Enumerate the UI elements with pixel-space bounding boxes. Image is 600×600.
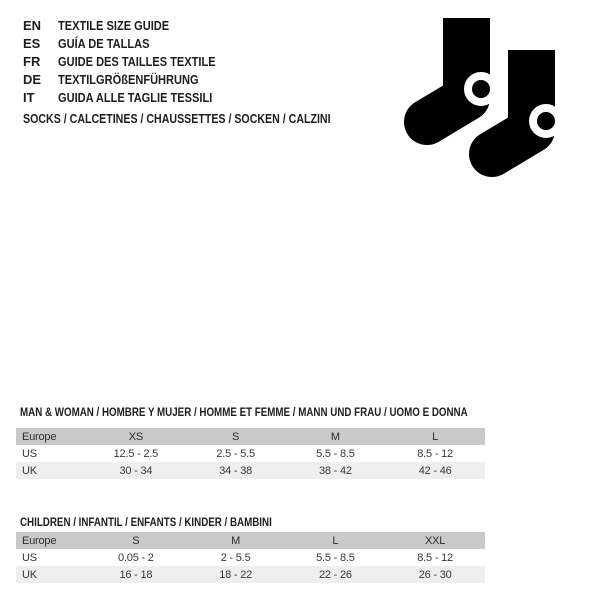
language-code: ES — [23, 35, 41, 51]
column-header-size: S — [132, 534, 140, 547]
size-value: 8.5 - 12 — [417, 447, 453, 460]
language-code: IT — [23, 89, 35, 105]
row-label: US — [22, 551, 37, 564]
table-row-us — [16, 549, 485, 566]
table-row-us — [16, 445, 485, 462]
language-row-it — [23, 88, 243, 106]
size-value: 22 - 26 — [318, 568, 352, 581]
category-title: SOCKS / CALCETINES / CHAUSSETTES / SOCKEN / CALZINI — [23, 112, 331, 126]
language-code: EN — [23, 17, 42, 33]
sock-right-shape — [492, 50, 559, 154]
row-label: UK — [22, 464, 37, 477]
size-value: 2.5 - 5.5 — [216, 447, 255, 460]
size-value: 8.5 - 12 — [417, 551, 453, 564]
column-header-size: M — [330, 430, 340, 443]
table-row-uk — [16, 462, 485, 479]
table-title-children: CHILDREN / INFANTIL / ENFANTS / KINDER / BAMBINI — [20, 517, 272, 529]
column-header-size: L — [432, 430, 439, 443]
table-header-row — [16, 428, 485, 445]
size-value: 5.5 - 8.5 — [316, 551, 355, 564]
size-value: 30 - 34 — [119, 464, 153, 477]
column-header-size: XXL — [425, 534, 446, 547]
row-label: UK — [22, 568, 37, 581]
sock-left-shape — [427, 18, 494, 122]
size-value: 34 - 38 — [219, 464, 253, 477]
language-row-fr — [23, 52, 243, 70]
language-code: DE — [23, 71, 42, 87]
table-title-man-woman: MAN & WOMAN / HOMBRE Y MUJER / HOMME ET FEMME / MANN UND FRAU / UOMO E DONNA — [20, 407, 468, 419]
column-header-size: XS — [128, 430, 144, 443]
size-value: 0.05 - 2 — [118, 551, 154, 564]
size-value: 2 - 5.5 — [220, 551, 251, 564]
column-header-region: Europe — [22, 534, 57, 547]
language-title: TEXTILE SIZE GUIDE — [58, 17, 170, 33]
language-title: GUIDE DES TAILLES TEXTILE — [58, 53, 216, 69]
size-value: 26 - 30 — [418, 568, 452, 581]
language-row-es — [23, 34, 243, 52]
column-header-size: S — [232, 430, 240, 443]
column-header-size: L — [332, 534, 339, 547]
size-value: 12.5 - 2.5 — [113, 447, 159, 460]
language-code: FR — [23, 53, 41, 69]
size-table-man-woman — [16, 428, 485, 479]
column-header-size: M — [231, 534, 241, 547]
language-title: GUÍA DE TALLAS — [58, 35, 150, 51]
size-value: 5.5 - 8.5 — [316, 447, 355, 460]
language-title: TEXTILGRÖßENFÜHRUNG — [58, 71, 199, 87]
table-row-uk — [16, 566, 485, 583]
language-title: GUIDA ALLE TAGLIE TESSILI — [58, 89, 213, 105]
language-title-list — [23, 16, 243, 106]
table-header-row — [16, 532, 485, 549]
size-value: 16 - 18 — [119, 568, 153, 581]
size-table-children — [16, 532, 485, 583]
column-header-region: Europe — [22, 430, 57, 443]
size-value: 18 - 22 — [219, 568, 253, 581]
language-row-en — [23, 16, 243, 34]
socks-icon — [403, 15, 565, 180]
size-value: 42 - 46 — [418, 464, 452, 477]
size-value: 38 - 42 — [318, 464, 352, 477]
language-row-de — [23, 70, 243, 88]
row-label: US — [22, 447, 37, 460]
